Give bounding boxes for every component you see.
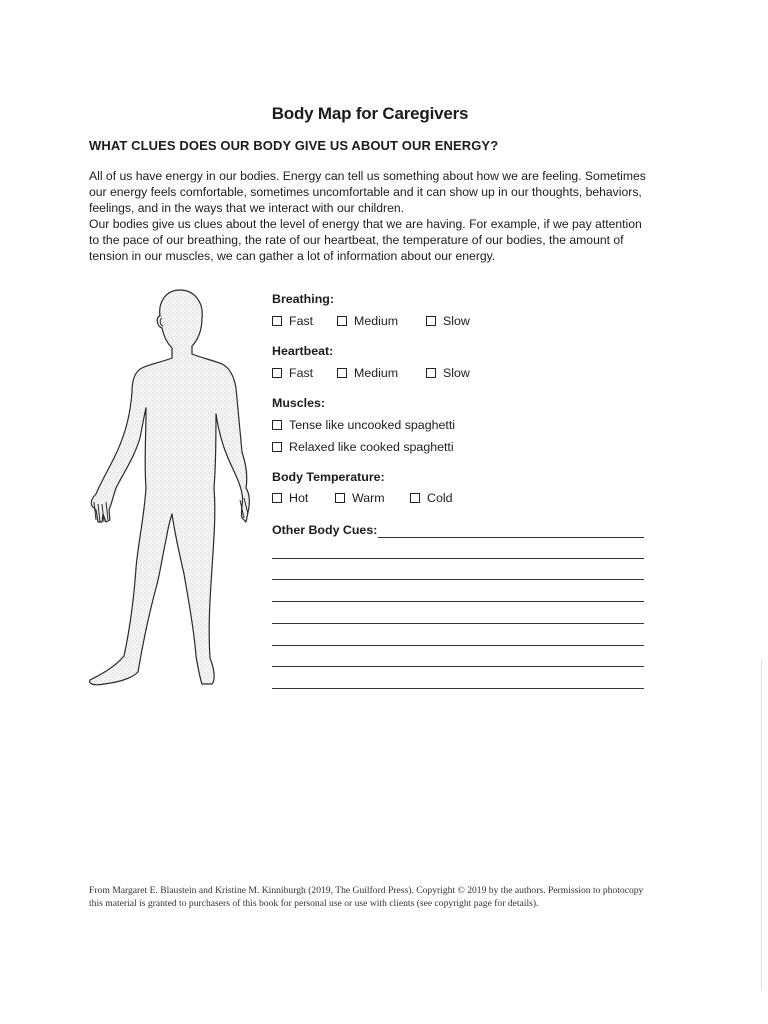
heartbeat-fast-option[interactable]: Fast <box>272 366 313 380</box>
checkbox-icon[interactable] <box>410 493 420 503</box>
muscles-relaxed-option[interactable]: Relaxed like cooked spaghetti <box>272 440 454 454</box>
body-silhouette <box>90 290 250 685</box>
temperature-hot-option[interactable]: Hot <box>272 491 308 505</box>
checkbox-icon[interactable] <box>335 493 345 503</box>
checkbox-icon[interactable] <box>426 368 436 378</box>
body-outline-figure <box>84 288 256 688</box>
checkbox-icon[interactable] <box>272 316 282 326</box>
writing-line-5[interactable] <box>272 645 644 646</box>
section-heading: WHAT CLUES DOES OUR BODY GIVE US ABOUT OUR ENERGY? <box>89 138 499 153</box>
writing-line-1[interactable] <box>272 558 644 559</box>
checkbox-icon[interactable] <box>337 316 347 326</box>
writing-line-3[interactable] <box>272 601 644 602</box>
other-body-cues-field[interactable] <box>378 537 644 538</box>
other-body-cues-label: Other Body Cues: <box>272 523 378 537</box>
writing-line-6[interactable] <box>272 666 644 667</box>
temperature-warm-option[interactable]: Warm <box>335 491 385 505</box>
breathing-fast-option[interactable]: Fast <box>272 314 313 328</box>
checkbox-icon[interactable] <box>426 316 436 326</box>
muscles-label: Muscles: <box>272 396 326 410</box>
checkbox-icon[interactable] <box>337 368 347 378</box>
checkbox-icon[interactable] <box>272 493 282 503</box>
checkbox-icon[interactable] <box>272 420 282 430</box>
breathing-slow-option[interactable]: Slow <box>426 314 470 328</box>
heartbeat-label: Heartbeat: <box>272 344 334 358</box>
page-title: Body Map for Caregivers <box>271 104 469 123</box>
writing-line-4[interactable] <box>272 623 644 624</box>
muscles-tense-option[interactable]: Tense like uncooked spaghetti <box>272 418 455 432</box>
temperature-label: Body Temperature: <box>272 470 385 484</box>
breathing-medium-option[interactable]: Medium <box>337 314 398 328</box>
other-body-cues-row <box>272 523 644 541</box>
heartbeat-slow-option[interactable]: Slow <box>426 366 470 380</box>
temperature-cold-option[interactable]: Cold <box>410 491 452 505</box>
copyright-footer: From Margaret E. Blaustein and Kristine M. Kinniburgh (2019, The Guilford Press). Copyright © 2019 by the authors. Permission to photocopy this material is granted to purchasers of this book for personal use or use with clients (see copyright page for details). <box>89 885 644 909</box>
heartbeat-medium-option[interactable]: Medium <box>337 366 398 380</box>
scan-edge-divider <box>761 660 762 990</box>
checkbox-icon[interactable] <box>272 442 282 452</box>
checkbox-icon[interactable] <box>272 368 282 378</box>
writing-line-2[interactable] <box>272 579 644 580</box>
intro-paragraph-1: All of us have energy in our bodies. Energy can tell us something about how we are feeling. Sometimes our energy feels comfortable, sometimes uncomfortable and it can show up in our thoughts, behaviors, feelings, and in the ways that we interact with our children. <box>89 169 646 215</box>
writing-line-7[interactable] <box>272 688 644 689</box>
breathing-label: Breathing: <box>272 292 334 306</box>
intro-paragraph-2: Our bodies give us clues about the level of energy that we are having. For example, if we pay attention to the pace of our breathing, the rate of our heartbeat, the temperature of our bodies, the amount of tension in our muscles, we can gather a lot of information about our energy. <box>89 217 642 263</box>
intro-text <box>89 168 649 264</box>
